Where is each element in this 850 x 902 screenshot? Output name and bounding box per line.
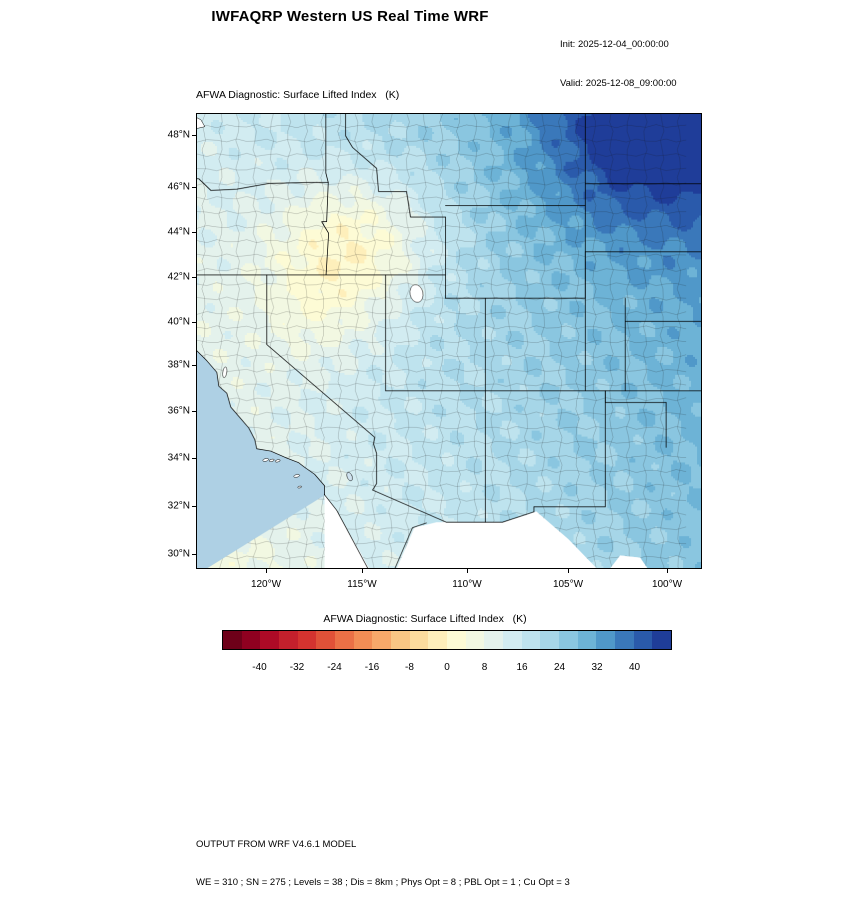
- y-axis-tick-label: 30°N: [167, 548, 190, 560]
- y-axis-tick-label: 34°N: [167, 452, 190, 464]
- y-axis-tick-mark: [192, 232, 197, 233]
- y-axis-tick-label: 42°N: [167, 271, 190, 283]
- colorbar-swatch: [223, 631, 242, 649]
- x-axis-tick-label: 100°W: [651, 579, 683, 590]
- x-axis-tick-label: 115°W: [347, 579, 377, 590]
- y-axis-tick-label: 48°N: [167, 129, 190, 141]
- colorbar-tick-label: -16: [364, 662, 380, 673]
- colorbar-swatch: [279, 631, 298, 649]
- colorbar-swatch: [447, 631, 466, 649]
- colorbar-swatch: [316, 631, 335, 649]
- colorbar-swatch: [298, 631, 317, 649]
- colorbar-swatch: [522, 631, 541, 649]
- y-axis-tick-mark: [192, 322, 197, 323]
- y-axis-tick-mark: [192, 135, 197, 136]
- colorbar-tick-label: -8: [405, 662, 414, 673]
- colorbar-tick-label: -24: [327, 662, 342, 673]
- footer-line-1: OUTPUT FROM WRF V4.6.1 MODEL: [196, 839, 357, 850]
- colorbar-tick-label: 40: [628, 662, 641, 673]
- colorbar-swatch: [260, 631, 279, 649]
- colorbar-swatch: [634, 631, 653, 649]
- colorbar-swatch: [391, 631, 410, 649]
- run-info: [560, 12, 677, 103]
- colorbar-tick-label: 24: [553, 662, 566, 673]
- x-axis-tick-label: 120°W: [250, 579, 282, 590]
- colorbar: [222, 630, 672, 650]
- y-axis-tick-label: 46°N: [167, 181, 190, 193]
- colorbar-swatch: [354, 631, 373, 649]
- colorbar-title: AFWA Diagnostic: Surface Lifted Index (K): [323, 613, 527, 625]
- colorbar-tick-label: -40: [252, 662, 267, 673]
- colorbar-tick-label: 8: [481, 662, 488, 673]
- init-time: Init: 2025-12-04_00:00:00: [560, 39, 669, 50]
- x-axis-tick-mark: [667, 568, 668, 573]
- colorbar-swatch: [466, 631, 485, 649]
- y-axis-tick-label: 40°N: [167, 316, 190, 328]
- y-axis-tick-label: 36°N: [167, 405, 190, 417]
- colorbar-tick-label: -32: [289, 662, 305, 673]
- colorbar-swatch: [242, 631, 261, 649]
- model-output-footer: [196, 814, 570, 902]
- valid-time: Valid: 2025-12-08_09:00:00: [560, 78, 677, 89]
- colorbar-swatch: [615, 631, 634, 649]
- plot-title: AFWA Diagnostic: Surface Lifted Index (K): [196, 89, 400, 101]
- colorbar-swatch: [540, 631, 559, 649]
- colorbar-swatch: [372, 631, 391, 649]
- map-plot-area: [196, 113, 702, 569]
- y-axis-tick-label: 38°N: [167, 359, 190, 371]
- x-axis-tick-mark: [266, 568, 267, 573]
- page-title: IWFAQRP Western US Real Time WRF: [211, 8, 489, 25]
- y-axis-tick-mark: [192, 365, 197, 366]
- x-axis-tick-label: 110°W: [452, 579, 482, 590]
- y-axis-tick-label: 32°N: [167, 500, 190, 512]
- y-axis-tick-label: 44°N: [167, 226, 190, 238]
- colorbar-swatch: [596, 631, 615, 649]
- x-axis-tick-mark: [362, 568, 363, 573]
- colorbar-tick-label: 16: [516, 662, 528, 673]
- colorbar-tick-label: 0: [444, 662, 450, 673]
- y-axis-tick-mark: [192, 554, 197, 555]
- colorbar-tick-label: 32: [591, 662, 603, 673]
- colorbar-swatch: [578, 631, 597, 649]
- y-axis-tick-mark: [192, 506, 197, 507]
- y-axis-tick-mark: [192, 277, 197, 278]
- x-axis-tick-label: 105°W: [552, 579, 584, 590]
- x-axis-tick-mark: [467, 568, 468, 573]
- colorbar-swatch: [559, 631, 578, 649]
- footer-line-2: WE = 310 ; SN = 275 ; Levels = 38 ; Dis = 8km ; Phys Opt = 8 ; PBL Opt = 1 ; Cu Opt = 3: [196, 876, 570, 888]
- colorbar-swatch: [428, 631, 447, 649]
- colorbar-swatch: [410, 631, 429, 649]
- colorbar-swatch: [652, 631, 671, 649]
- x-axis-tick-mark: [568, 568, 569, 573]
- colorbar-swatch: [503, 631, 522, 649]
- colorbar-swatch: [484, 631, 503, 649]
- y-axis-tick-mark: [192, 458, 197, 459]
- colorbar-swatch: [335, 631, 354, 649]
- map-canvas: [197, 114, 701, 568]
- y-axis-tick-mark: [192, 411, 197, 412]
- y-axis-tick-mark: [192, 187, 197, 188]
